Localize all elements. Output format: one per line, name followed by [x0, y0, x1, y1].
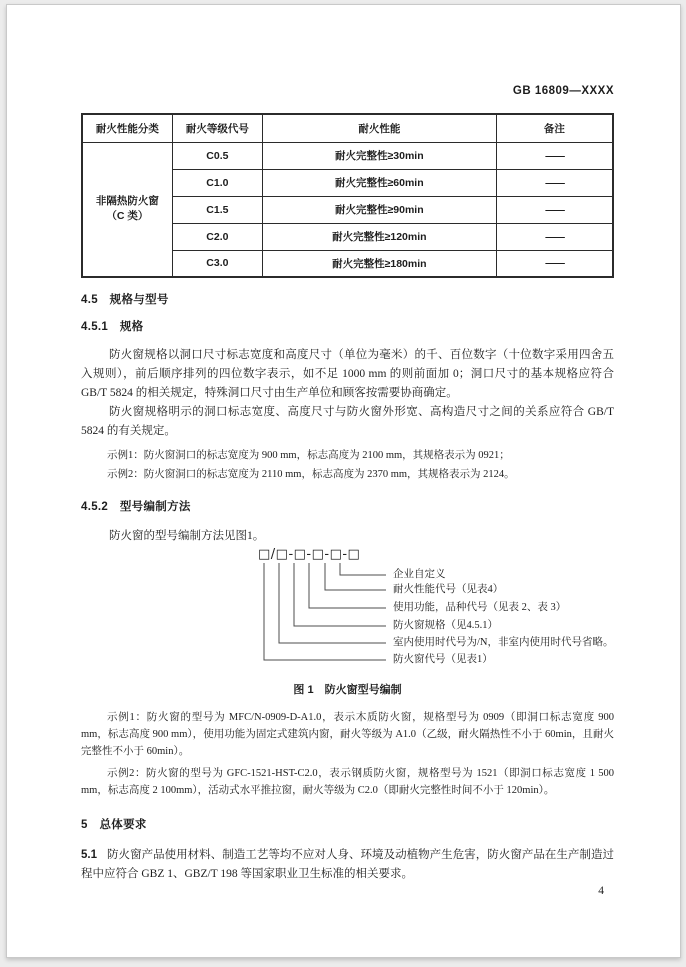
- category-name: 非隔热防火窗: [95, 195, 159, 208]
- diagram-label-indoor-code: 室内使用时代号为/N，非室内使用时代号省略。: [393, 637, 614, 648]
- model-pattern: □/□-□-□-□-□: [258, 547, 361, 562]
- document-page: [6, 4, 681, 958]
- paragraph-model-intro: 防火窗的型号编制方法见图1。: [109, 530, 265, 542]
- diagram-label-fire-performance-code: 耐火性能代号（见表4）: [393, 584, 504, 595]
- paragraph-spec-1: 防火窗规格以洞口尺寸标志宽度和高度尺寸（单位为毫米）的千、百位数字（十位数字采用四舍五入规则），前后顺序排列的四位数字表示，如不足 1000 mm 的则前面加 0；洞口尺寸的基本规格应符合 GB/T 5824 的相关规定，特殊洞口尺寸由生产单位和顾客按需要协商确定。: [81, 349, 614, 399]
- page-number: 4: [598, 885, 604, 897]
- standard-number: GB 16809—XXXX: [512, 85, 614, 97]
- table-header-row: [82, 114, 613, 142]
- cell-category: [82, 142, 172, 277]
- cell-note: ——: [496, 169, 613, 196]
- cell-note: ——: [496, 142, 613, 169]
- section-heading-4-5: 4.5 规格与型号: [81, 294, 169, 306]
- section-heading-4-5-1: 4.5.1 规格: [81, 321, 144, 333]
- cell-grade-code: C1.0: [172, 169, 262, 196]
- example-1-spec: 示例1：防火窗洞口的标志宽度为 900 mm，标志高度为 2100 mm，其规格表示为 0921；: [107, 450, 510, 461]
- example-2-spec: 示例2：防火窗洞口的标志宽度为 2110 mm，标志高度为 2370 mm，其规格表示为 2124。: [107, 469, 515, 480]
- section-heading-4-5-2: 4.5.2 型号编制方法: [81, 501, 191, 513]
- cell-note: ——: [496, 196, 613, 223]
- cell-note: ——: [496, 223, 613, 250]
- cell-grade-code: C3.0: [172, 250, 262, 277]
- column-header-grade-code: 耐火等级代号: [172, 114, 262, 142]
- paragraph-spec-2: 防火窗规格明示的洞口标志宽度、高度尺寸与防火窗外形宽、高构造尺寸之间的关系应符合 GB/T 5824 的有关规定。: [81, 406, 614, 437]
- column-header-category: 耐火性能分类: [82, 114, 172, 142]
- table-row: [82, 142, 613, 169]
- cell-grade-code: C1.5: [172, 196, 262, 223]
- fire-resistance-table: [81, 113, 614, 278]
- cell-note: ——: [496, 250, 613, 277]
- cell-performance: 耐火完整性≥120min: [263, 223, 497, 250]
- column-header-performance: 耐火性能: [263, 114, 497, 142]
- diagram-label-window-spec: 防火窗规格（见4.5.1）: [393, 620, 498, 631]
- cell-performance: 耐火完整性≥60min: [263, 169, 497, 196]
- paragraph-5-1: [81, 846, 614, 884]
- cell-performance: 耐火完整性≥180min: [263, 250, 497, 277]
- cell-grade-code: C2.0: [172, 223, 262, 250]
- cell-performance: 耐火完整性≥90min: [263, 196, 497, 223]
- column-header-note: 备注: [496, 114, 613, 142]
- category-class: （C 类）: [106, 210, 149, 223]
- section-heading-5: 5 总体要求: [81, 819, 147, 831]
- example-2-model: 示例2：防火窗的型号为 GFC-1521-HST-C2.0，表示钢质防火窗，规格型号为 1521（即洞口标志宽度 1 500 mm，标志高度 2 100mm），活动式水平推拉窗，耐火等级为 C2.0（即耐火完整性时间不小于 120min）。: [81, 768, 614, 796]
- diagram-label-window-code: 防火窗代号（见表1）: [393, 654, 493, 665]
- cell-performance: 耐火完整性≥30min: [263, 142, 497, 169]
- example-1-model: 示例1：防火窗的型号为 MFC/N-0909-D-A1.0，表示木质防火窗，规格型号为 0909（即洞口标志宽度 900 mm，标志高度 900 mm），使用功能为固定式建筑内窗，耐火等级为 A1.0（乙级，耐火隔热性不小于 60min，且耐火完整性不小于 60min）。: [81, 712, 614, 757]
- clause-number-5-1: 5.1: [81, 849, 97, 861]
- clause-text-5-1: 防火窗产品使用材料、制造工艺等均不应对人身、环境及动植物产生危害，防火窗产品在生产制造过程中应符合 GBZ 1、GBZ/T 198 等国家职业卫生标准的相关要求。: [81, 849, 614, 880]
- diagram-label-function-variety-code: 使用功能，品种代号（见表 2、表 3）: [393, 602, 567, 613]
- cell-grade-code: C0.5: [172, 142, 262, 169]
- diagram-label-enterprise: 企业自定义: [393, 569, 446, 580]
- figure-1-caption: 图 1 防火窗型号编制: [293, 684, 402, 696]
- figure-1-diagram: [81, 547, 614, 671]
